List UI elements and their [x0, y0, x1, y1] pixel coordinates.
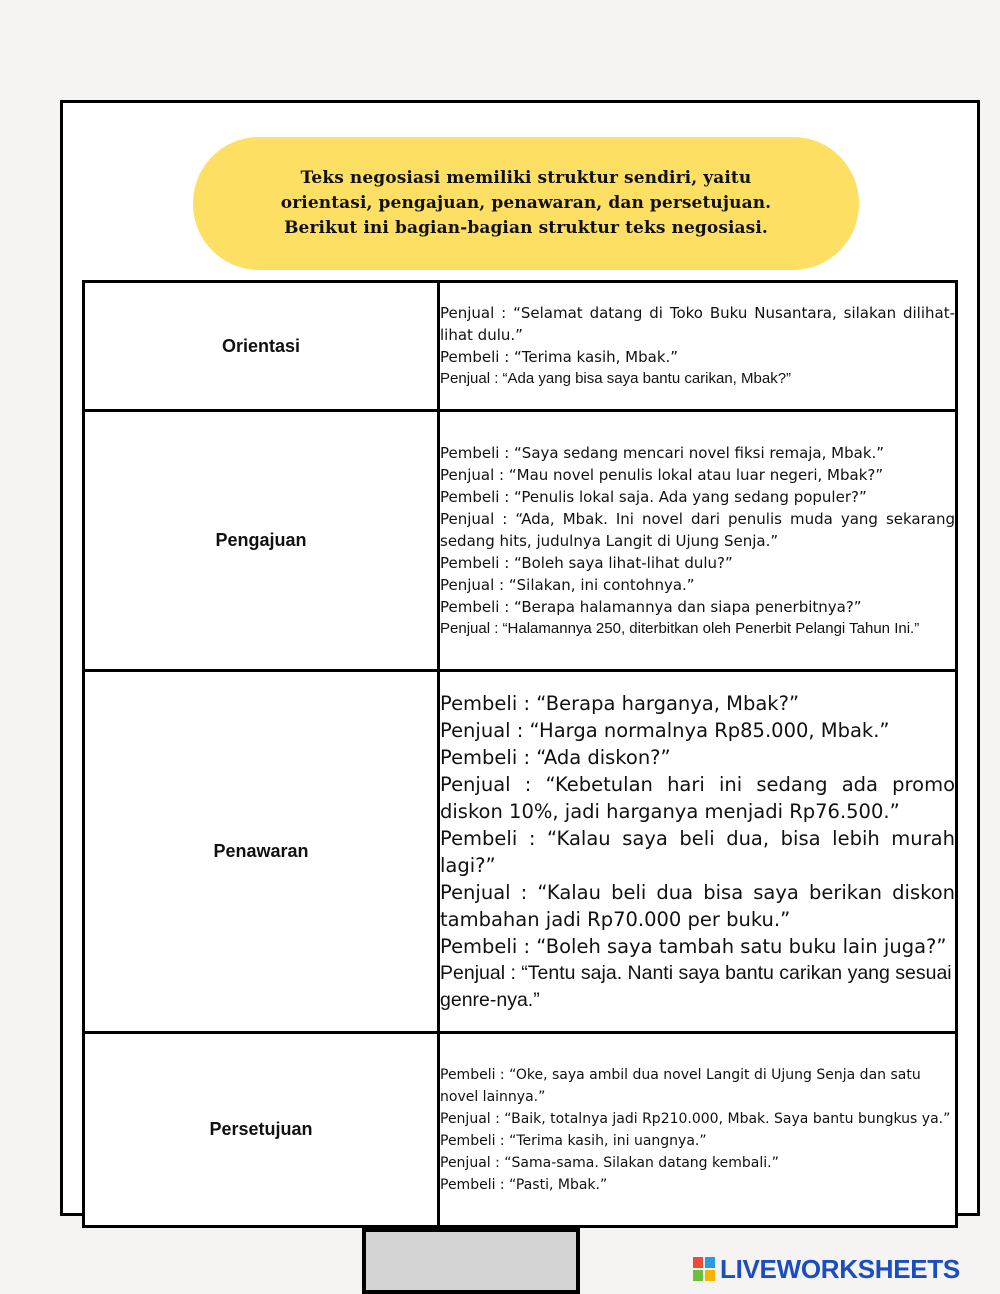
structure-label: Persetujuan	[84, 1033, 439, 1227]
dialog-line: Penjual : “Mau novel penulis lokal atau luar negeri, Mbak?”	[440, 465, 884, 484]
table-row	[84, 1033, 957, 1227]
table-row	[84, 671, 957, 1033]
intro-banner	[193, 137, 859, 270]
dialog-line: Pembeli : “Terima kasih, Mbak.”	[440, 348, 679, 366]
dialog-line: Penjual : “Selamat datang di Toko Buku Nusantara, silakan dilihat-lihat dulu.”	[440, 304, 955, 344]
dialog-line: Penjual : “Kalau beli dua bisa saya berikan diskon tambahan jadi Rp70.000 per buku.”	[440, 880, 955, 931]
dialog-line: Penjual : “Kebetulan hari ini sedang ada promo diskon 10%, jadi harganya menjadi Rp76.500.”	[440, 772, 955, 823]
answer-box[interactable]	[362, 1228, 580, 1294]
dialog-cell	[439, 671, 957, 1033]
dialog-line: Penjual : “Harga normalnya Rp85.000, Mbak.”	[440, 718, 890, 742]
dialog-line: Pembeli : “Boleh saya lihat-lihat dulu?”	[440, 553, 733, 572]
dialog-line: Pembeli : “Berapa harganya, Mbak?”	[440, 691, 800, 715]
dialog-line: Penjual : “Baik, totalnya jadi Rp210.000, Mbak. Saya bantu bungkus ya.”	[440, 1110, 951, 1127]
brand-watermark	[692, 1254, 960, 1284]
dialog-line: Penjual : “Ada yang bisa saya bantu carikan, Mbak?”	[440, 370, 792, 387]
dialog-line: Pembeli : “Kalau saya beli dua, bisa lebih murah lagi?”	[440, 826, 955, 877]
structure-label: Pengajuan	[84, 411, 439, 671]
dialog-cell	[439, 282, 957, 411]
dialog-line: Penjual : “Tentu saja. Nanti saya bantu carikan yang sesuai genre-nya.”	[440, 961, 952, 1011]
dialog-line: Penjual : “Halamannya 250, diterbitkan oleh Penerbit Pelangi Tahun Ini.”	[440, 619, 920, 637]
logo-tile	[693, 1270, 703, 1281]
dialog-line: Penjual : “Silakan, ini contohnya.”	[440, 575, 695, 594]
dialog-line: Penjual : “Sama-sama. Silakan datang kembali.”	[440, 1154, 779, 1171]
dialog-line: Pembeli : “Terima kasih, ini uangnya.”	[440, 1132, 707, 1149]
dialog-line: Pembeli : “Penulis lokal saja. Ada yang sedang populer?”	[440, 487, 867, 506]
dialog-line: Penjual : “Ada, Mbak. Ini novel dari penulis muda yang sekarang sedang hits, judulnya Langit di Ujung Senja.”	[440, 509, 955, 550]
structure-label: Penawaran	[84, 671, 439, 1033]
intro-line: orientasi, pengajuan, penawaran, dan persetujuan.	[280, 193, 772, 213]
dialog-cell	[439, 411, 957, 671]
liveworksheets-logo-icon	[692, 1256, 716, 1282]
logo-tile	[693, 1257, 703, 1268]
logo-tile	[705, 1270, 715, 1281]
dialog-line: Pembeli : “Boleh saya tambah satu buku lain juga?”	[440, 934, 947, 958]
intro-text	[281, 166, 771, 241]
intro-line: Teks negosiasi memiliki struktur sendiri, yaitu	[300, 168, 752, 188]
dialog-line: Pembeli : “Pasti, Mbak.”	[440, 1176, 608, 1193]
structure-table	[82, 280, 958, 1228]
table-row	[84, 411, 957, 671]
dialog-line: Pembeli : “Saya sedang mencari novel fiksi remaja, Mbak.”	[440, 443, 885, 462]
table-row	[84, 282, 957, 411]
dialog-cell	[439, 1033, 957, 1227]
intro-line: Berikut ini bagian-bagian struktur teks negosiasi.	[284, 218, 768, 238]
dialog-line: Pembeli : “Ada diskon?”	[440, 745, 671, 769]
brand-text: LIVEWORKSHEETS	[720, 1253, 960, 1284]
logo-tile	[705, 1257, 715, 1268]
structure-label: Orientasi	[84, 282, 439, 411]
dialog-line: Pembeli : “Berapa halamannya dan siapa penerbitnya?”	[440, 597, 862, 616]
dialog-line: Pembeli : “Oke, saya ambil dua novel Langit di Ujung Senja dan satu novel lainnya.”	[440, 1066, 921, 1105]
